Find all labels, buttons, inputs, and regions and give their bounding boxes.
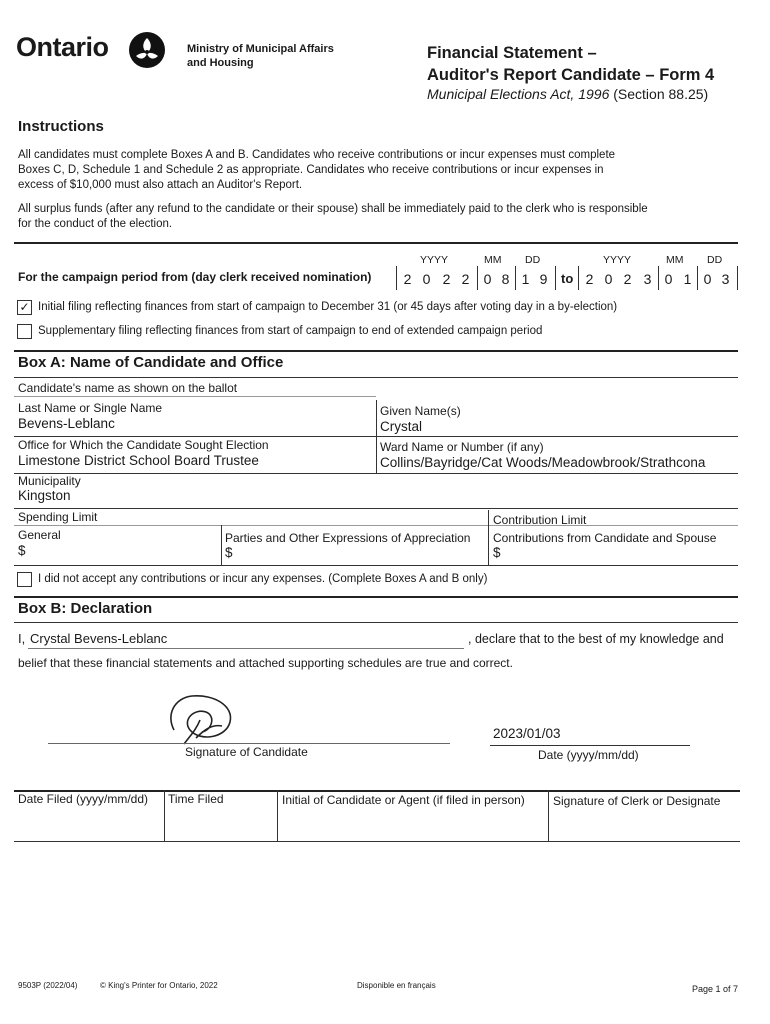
to-yyyy-caption: YYYY	[603, 254, 632, 266]
instructions-heading: Instructions	[18, 118, 104, 135]
initial-filing-label: Initial filing reflecting finances from start of campaign to December 31 (or 45 days after voting day in a by-election)	[38, 301, 618, 313]
act-reference	[427, 86, 708, 102]
from-digit: 8	[501, 271, 510, 287]
from-mm-caption: MM	[484, 254, 502, 266]
from-digit: 1	[521, 271, 530, 287]
divider	[14, 525, 738, 526]
divider	[14, 436, 738, 437]
municipality-value[interactable]: Kingston	[18, 488, 71, 503]
initial-filing-checkbox[interactable]	[17, 300, 32, 315]
form-number: 9503P (2022/04)	[18, 981, 78, 990]
from-dd-caption: DD	[525, 254, 541, 266]
from-digit: 0	[483, 271, 492, 287]
ontario-logo	[16, 32, 166, 72]
campaign-period-label: For the campaign period from (day clerk received nomination)	[18, 270, 372, 284]
spending-limit-label: Spending Limit	[18, 510, 98, 524]
time-filed-header: Time Filed	[168, 792, 224, 806]
divider	[548, 790, 549, 841]
divider	[488, 510, 489, 565]
ballot-name-label: Candidate's name as shown on the ballot	[18, 381, 238, 395]
divider	[14, 396, 376, 397]
instructions-p2-line-2: for the conduct of the election.	[18, 218, 173, 230]
signature-line	[48, 743, 450, 744]
to-digit: 3	[643, 271, 652, 287]
instructions-p1-line-3: excess of $10,000 must also attach an Auditor's Report.	[18, 179, 303, 191]
instructions-p1-line-2: Boxes C, D, Schedule 1 and Schedule 2 as appropriate. Candidates who receive contributions or incur expenses in	[18, 164, 604, 176]
supplementary-filing-checkbox[interactable]	[17, 324, 32, 339]
divider	[221, 525, 222, 565]
act-section: (Section 88.25)	[613, 86, 709, 102]
last-name-label: Last Name or Single Name	[18, 401, 163, 415]
supplementary-filing-label: Supplementary filing reflecting finances from start of campaign to end of extended campaign period	[38, 325, 543, 337]
no-contributions-label: I did not accept any contributions or incur any expenses. (Complete Boxes A and B only)	[38, 573, 488, 585]
from-digit: 2	[442, 271, 451, 287]
ministry-line-2: and Housing	[187, 57, 254, 69]
office-value[interactable]: Limestone District School Board Trustee	[18, 453, 259, 468]
printer-copyright: © King's Printer for Ontario, 2022	[100, 981, 218, 990]
declarant-name[interactable]: Crystal Bevens-Leblanc	[30, 631, 168, 646]
page-number: Page 1 of 7	[692, 984, 739, 994]
divider	[14, 508, 738, 509]
declaration-text: , declare that to the best of my knowledge and	[468, 632, 724, 646]
divider	[14, 622, 738, 623]
parties-label: Parties and Other Expressions of Appreciation	[225, 531, 471, 545]
contrib-candidate-label: Contributions from Candidate and Spouse	[493, 531, 717, 545]
divider	[14, 596, 738, 598]
initial-header: Initial of Candidate or Agent (if filed in person)	[282, 793, 525, 807]
divider	[14, 350, 738, 352]
to-digit: 2	[585, 271, 594, 287]
last-name-value[interactable]: Bevens-Leblanc	[18, 416, 115, 431]
to-label: to	[561, 271, 574, 286]
form-title-line-2: Auditor's Report Candidate – Form 4	[427, 66, 715, 84]
general-value[interactable]: $	[18, 543, 26, 558]
to-digit: 3	[721, 271, 730, 287]
to-digit: 1	[683, 271, 692, 287]
box-b-heading: Box B: Declaration	[18, 600, 153, 617]
instructions-p1-line-1: All candidates must complete Boxes A and B. Candidates who receive contributions or incur expenses must complete	[18, 149, 616, 161]
from-yyyy-caption: YYYY	[420, 254, 449, 266]
divider	[14, 565, 738, 566]
given-name-label: Given Name(s)	[380, 404, 461, 418]
from-digit: 9	[539, 271, 548, 287]
divider	[277, 790, 278, 841]
to-digit: 2	[623, 271, 632, 287]
general-label: General	[18, 528, 61, 542]
trillium-icon	[128, 31, 166, 69]
declarant-name-underline	[28, 648, 464, 649]
signature-label: Signature of Candidate	[185, 745, 308, 759]
declaration-date-value[interactable]: 2023/01/03	[493, 726, 561, 741]
ministry-name	[187, 42, 334, 70]
french-availability: Disponible en français	[357, 981, 436, 990]
instructions-paragraph-2	[18, 202, 648, 232]
box-a-heading: Box A: Name of Candidate and Office	[18, 354, 284, 371]
ward-value[interactable]: Collins/Bayridge/Cat Woods/Meadowbrook/Strathcona	[380, 455, 706, 470]
declaration-prefix: I,	[18, 631, 26, 646]
form-title-line-1: Financial Statement –	[427, 44, 597, 62]
municipality-label: Municipality	[18, 474, 81, 488]
divider	[14, 841, 740, 842]
belief-text: belief that these financial statements and attached supporting schedules are true and correct.	[18, 656, 513, 670]
parties-value[interactable]: $	[225, 545, 233, 560]
instructions-paragraph-1	[18, 148, 615, 193]
to-dd-caption: DD	[707, 254, 723, 266]
ward-label: Ward Name or Number (if any)	[380, 440, 544, 454]
ministry-line-1: Ministry of Municipal Affairs	[187, 43, 334, 55]
form-title	[427, 42, 714, 86]
date-filed-header: Date Filed (yyyy/mm/dd)	[18, 792, 149, 806]
given-name-value[interactable]: Crystal	[380, 419, 423, 434]
no-contributions-checkbox[interactable]	[17, 572, 32, 587]
clerk-signature-header: Signature of Clerk or Designate	[553, 794, 721, 808]
from-digit: 2	[461, 271, 470, 287]
to-digit: 0	[664, 271, 673, 287]
from-digit: 2	[403, 271, 412, 287]
candidate-signature[interactable]	[160, 690, 250, 750]
to-digit: 0	[703, 271, 712, 287]
divider	[14, 242, 738, 244]
act-name: Municipal Elections Act, 1996	[427, 86, 610, 102]
date-line	[490, 745, 690, 746]
contribution-limit-label: Contribution Limit	[493, 513, 587, 527]
logo-wordmark: Ontario	[16, 32, 109, 62]
divider	[14, 377, 738, 378]
divider	[164, 790, 165, 841]
from-digit: 0	[422, 271, 431, 287]
declaration-date-label: Date (yyyy/mm/dd)	[538, 748, 639, 762]
office-label: Office for Which the Candidate Sought Election	[18, 438, 269, 452]
instructions-p2-line-1: All surplus funds (after any refund to the candidate or their spouse) shall be immediately paid to the clerk who is responsible	[18, 203, 648, 215]
divider	[14, 473, 738, 474]
divider	[376, 400, 377, 474]
to-mm-caption: MM	[666, 254, 684, 266]
to-digit: 0	[604, 271, 613, 287]
contrib-candidate-value[interactable]: $	[493, 545, 501, 560]
check-mark-icon: ✓	[19, 300, 30, 314]
